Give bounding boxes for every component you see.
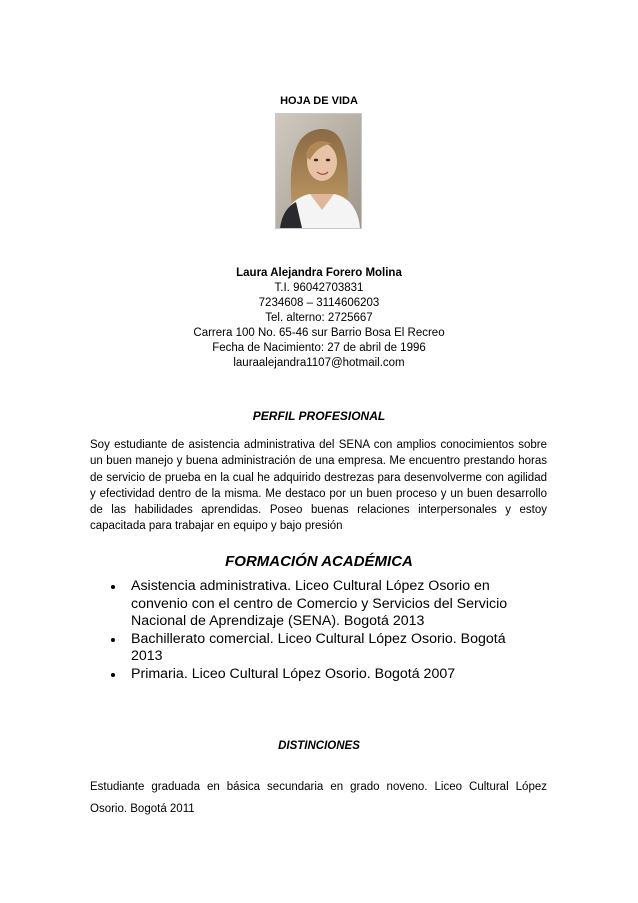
- birth-date: Fecha de Nacimiento: 27 de abril de 1996: [212, 342, 426, 354]
- alternate-phone: Tel. alterno: 2725667: [265, 312, 373, 324]
- contact-block: [0, 266, 638, 371]
- list-item: [109, 631, 529, 666]
- list-item-text: Bachillerato comercial. Liceo Cultural López Osorio. Bogotá 2013: [131, 630, 506, 664]
- id-number: T.I. 96042703831: [274, 282, 364, 294]
- list-item: [109, 578, 529, 631]
- perfil-text: Soy estudiante de asistencia administrativa del SENA con amplios conocimientos sobre un buen manejo y buena administración de una empresa. Me encuentro prestando horas de servicio de prueba en la cual he adquirido destrezas para desenvolverme con agilidad y efectividad dentro de la misma. Me destaco por un buen proceso y un buen desarrollo de las habilidades aprendidas. Poseo buenas relaciones interpersonales y estoy capacitada para trabajar en equipo y bajo presión: [90, 439, 547, 533]
- list-item-text: Asistencia administrativa. Liceo Cultural López Osorio en convenio con el centro de Comercio y Servicios del Servicio Nacional de Aprendizaje (SENA). Bogotá 2013: [131, 578, 508, 629]
- perfil-heading: PERFIL PROFESIONAL: [252, 409, 386, 423]
- document-title: HOJA DE VIDA: [280, 95, 358, 107]
- distinciones-heading: DISTINCIONES: [278, 740, 360, 752]
- formacion-heading: FORMACIÓN ACADÉMICA: [225, 553, 413, 570]
- distinciones-text: Estudiante graduada en básica secundaria en grado noveno. Liceo Cultural López Osorio. Bogotá 2011: [90, 781, 547, 815]
- profile-photo: [275, 113, 362, 229]
- address: Carrera 100 No. 65-46 sur Barrio Bosa El Recreo: [193, 327, 445, 339]
- bullet-icon: [111, 585, 115, 589]
- formacion-list: [109, 578, 529, 683]
- person-name: Laura Alejandra Forero Molina: [236, 267, 402, 279]
- list-item: [109, 666, 529, 684]
- bullet-icon: [111, 673, 115, 677]
- bullet-icon: [111, 638, 115, 642]
- phone-numbers: 7234608 – 3114606203: [258, 297, 380, 309]
- email: lauraalejandra1107@hotmail.com: [233, 357, 405, 369]
- list-item-text: Primaria. Liceo Cultural López Osorio. Bogotá 2007: [131, 665, 456, 682]
